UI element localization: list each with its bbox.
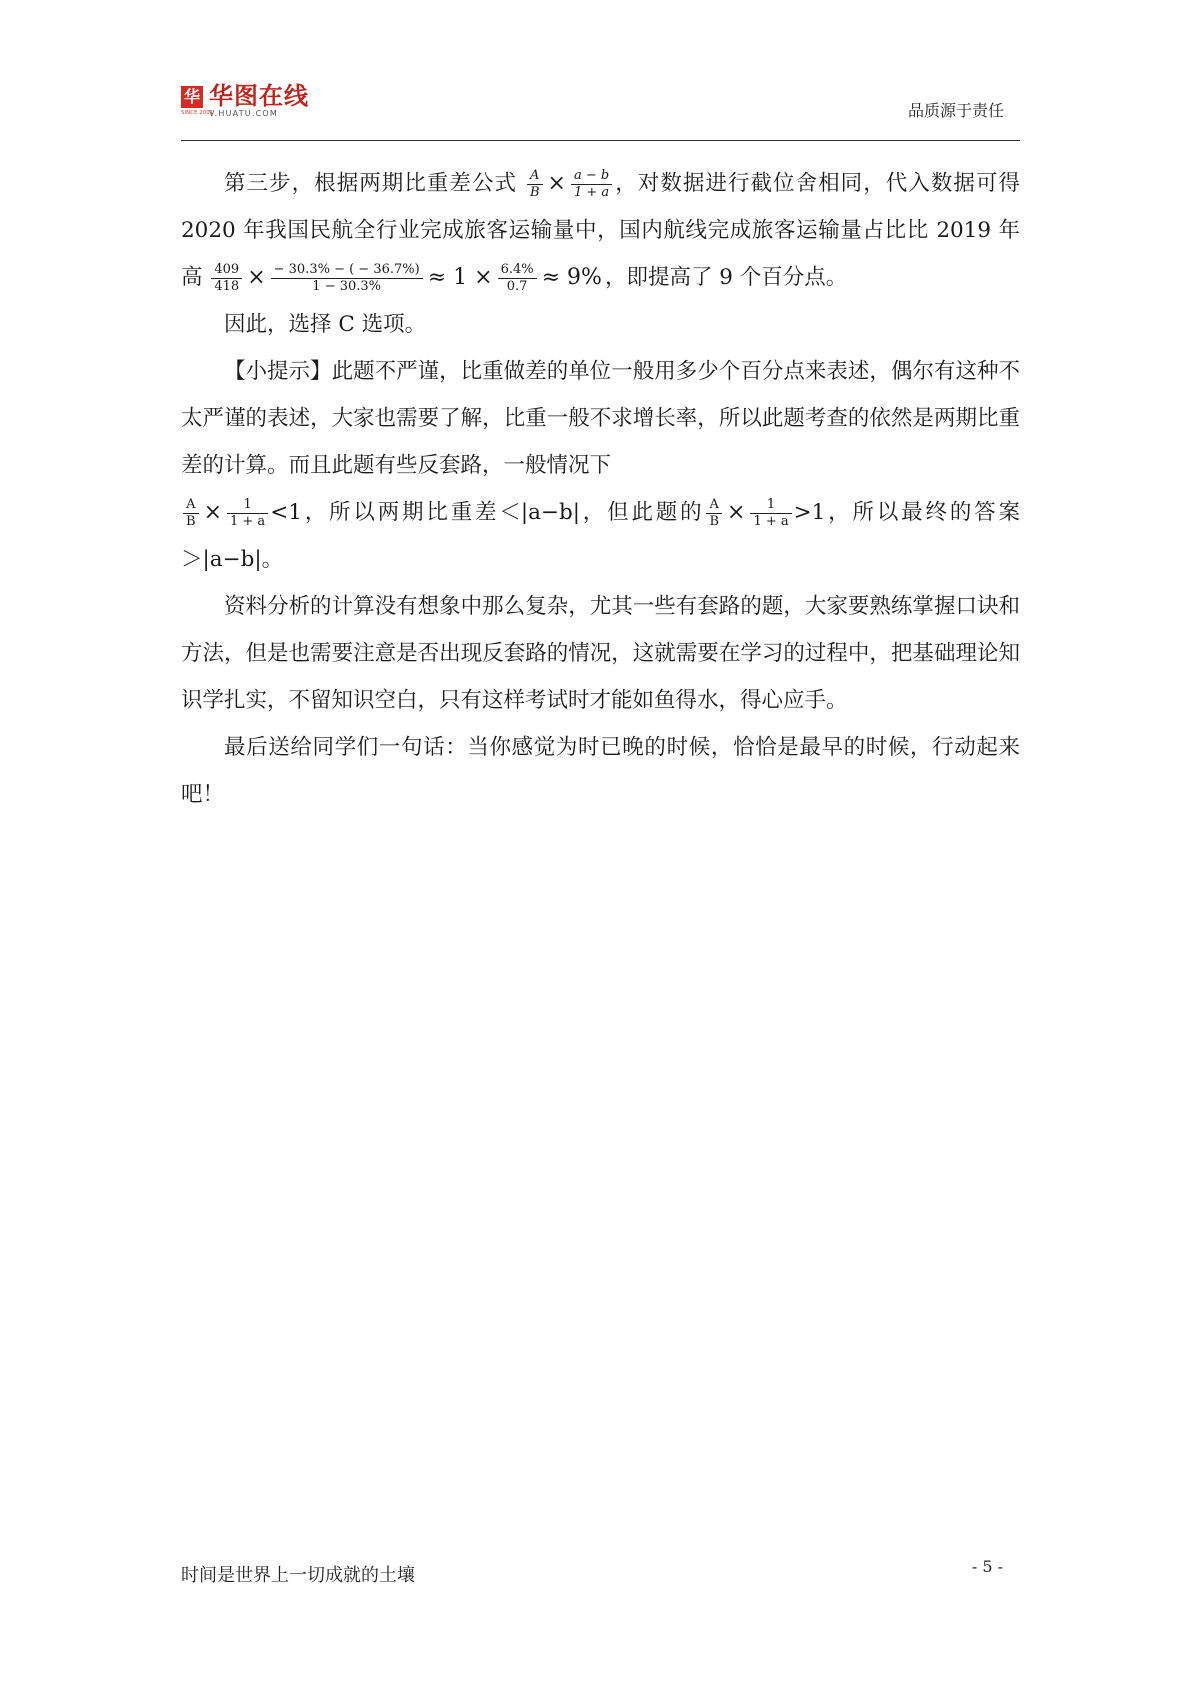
fraction-numerator: A (527, 168, 543, 185)
times-sign: × (203, 500, 222, 525)
tip-text-end: ，所以最终的答案＞|a−b|。 (181, 500, 1020, 572)
fraction-409-418 (211, 262, 242, 295)
fraction-denominator: B (709, 513, 720, 529)
logo-mark (181, 86, 214, 116)
fraction-one-over-one-plus-a (227, 497, 268, 530)
fraction-denominator: B (529, 184, 540, 200)
fraction-numerator: 6.4% (498, 262, 537, 279)
fraction-one-over-one-plus-a (750, 497, 791, 530)
fraction-numerator: 409 (211, 262, 242, 279)
step3-text-middle: ，对数据进行截位舍相同，代入数据可得 2020 年我国民航全行业完成旅客运输量中，国内航线完成旅客运输量占比比 2019 年高 (181, 171, 1020, 290)
fraction-numerator: a − b (571, 168, 612, 185)
step3-text-start: 第三步，根据两期比重差公式 (224, 171, 518, 196)
paragraph-closing: 最后送给同学们一句话：当你感觉为时已晚的时候，恰恰是最早的时候，行动起来吧！ (181, 735, 1020, 807)
approx-result: ≈ 9% (541, 265, 602, 290)
greater-than-one: >1 (793, 500, 826, 525)
fraction-denominator: B (186, 513, 196, 529)
logo-since: SINCE 2001 (181, 110, 214, 116)
logo-name: 华图在线 (209, 82, 309, 110)
fraction-denominator: 1 − 30.3% (312, 278, 382, 294)
fraction-denominator: 0.7 (506, 278, 528, 294)
tip-text-middle: ，所以两期比重差＜|a−b|，但此题的 (301, 500, 705, 525)
fraction-denominator: 1 + a (753, 513, 789, 529)
page-body (181, 160, 1020, 818)
fraction-denominator: 1 + a (573, 184, 610, 200)
paragraph-tip-formula (181, 489, 1020, 583)
times-sign: × (727, 500, 746, 525)
header-divider (181, 140, 1020, 141)
fraction-numerator: 1 (227, 497, 268, 514)
fraction-a-over-b (183, 497, 199, 530)
fraction-a-minus-b (571, 168, 612, 201)
fraction-numerator: 1 (750, 497, 791, 514)
fraction-numerator: − 30.3% − ( − 36.7%) (271, 262, 423, 279)
huatu-logo (181, 84, 309, 118)
logo-mark-glyph: 华 (181, 86, 203, 108)
footer-motto: 时间是世界上一切成就的土壤 (181, 1565, 415, 1586)
fraction-numerator: A (183, 497, 199, 514)
header-slogan: 品质源于责任 (907, 101, 1004, 120)
fraction-denominator: 1 + a (230, 513, 266, 529)
less-than-one: <1 (270, 500, 302, 525)
fraction-a-over-b (527, 168, 543, 201)
paragraph-answer: 因此，选择 C 选项。 (224, 312, 427, 337)
logo-url: V.HUATU.COM (209, 109, 278, 118)
times-sign: × (547, 171, 566, 196)
page-number: - 5 - (971, 1557, 1003, 1576)
step3-text-end: ，即提高了 9 个百分点。 (604, 265, 848, 290)
fraction-6-4-over-0-7 (498, 262, 537, 295)
paragraph-step3 (181, 160, 1020, 301)
paragraph-summary: 资料分析的计算没有想象中那么复杂，尤其一些有套路的题，大家要熟练掌握口诀和方法，但是也需要注意是否出现反套路的情况，这就需要在学习的过程中，把基础理论知识学扎实，不留知识空白，只有这样考试时才能如鱼得水，得心应手。 (181, 594, 1020, 713)
fraction-denominator: 418 (214, 278, 240, 294)
fraction-growth-diff (271, 262, 423, 295)
paragraph-tip: 【小提示】此题不严谨，比重做差的单位一般用多少个百分点来表述，偶尔有这种不太严谨的表述，大家也需要了解，比重一般不求增长率，所以此题考查的依然是两期比重差的计算。而且此题有些反套路，一般情况下 (181, 359, 1020, 478)
times-sign: × (247, 265, 266, 290)
fraction-numerator: A (706, 497, 722, 514)
approx-expression: ≈ 1 × (427, 265, 493, 290)
fraction-a-over-b (706, 497, 722, 530)
